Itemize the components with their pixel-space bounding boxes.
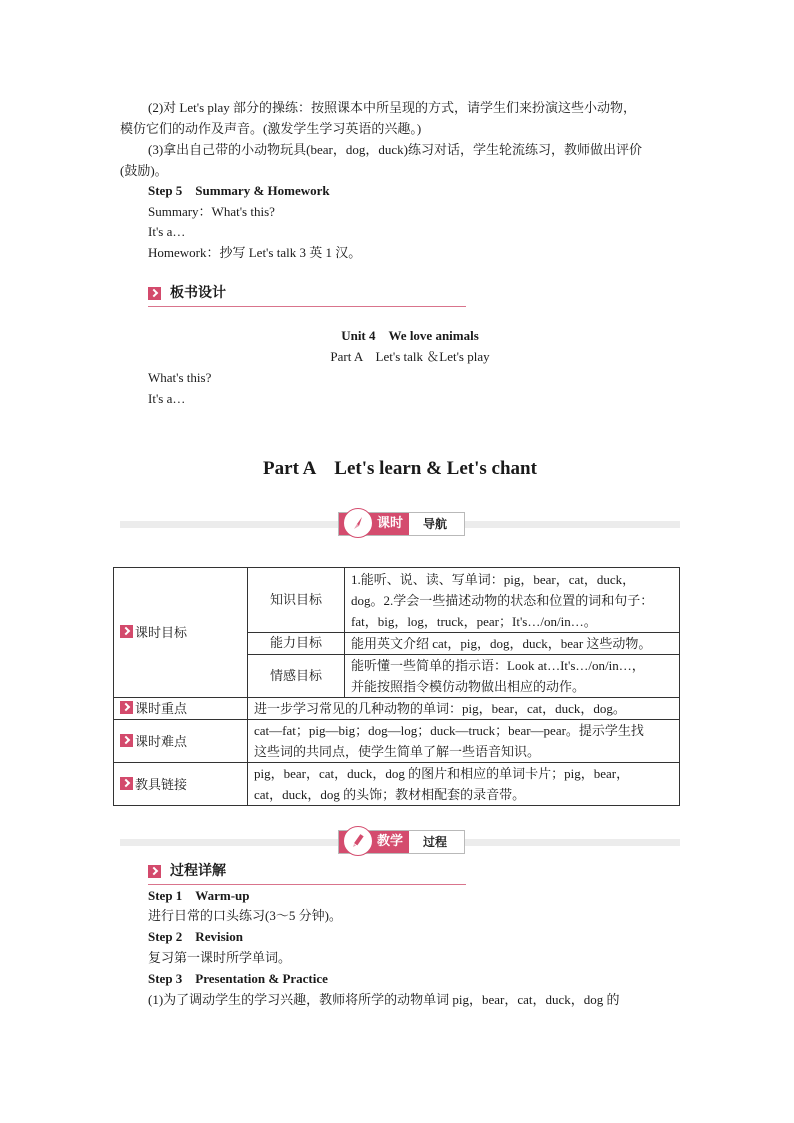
knowledge-label: 知识目标	[248, 568, 345, 633]
banner-rule-left	[120, 521, 338, 528]
chevron-right-icon	[120, 625, 133, 638]
chevron-right-icon	[148, 865, 161, 878]
board-unit-title: Unit 4 We love animals	[341, 328, 479, 343]
knowledge-line-1: 1.能听、说、读、写单词：pig，bear，cat，duck，	[351, 571, 636, 587]
tools-label: 教具链接	[135, 776, 188, 792]
step3-text: (1)为了调动学生的学习兴趣，教师将所学的动物单词 pig，bear，cat，duck，dog 的	[148, 992, 620, 1007]
banner-plain-text: 过程	[423, 835, 448, 849]
board-question: What's this?	[148, 370, 212, 385]
difficulty-line-1: cat—fat；pig—big；dog—log；duck—truck；bear—pear。提示学生找	[254, 723, 644, 738]
chevron-right-icon	[120, 734, 133, 747]
ability-label: 能力目标	[248, 633, 345, 655]
board-subtitle: Part A Let's talk ＆Let's play	[330, 349, 490, 364]
table-row	[114, 568, 680, 633]
pencil-icon	[343, 826, 373, 856]
banner-pink-text: 课时	[377, 516, 404, 531]
table-row	[114, 763, 680, 806]
paragraph-3-line-2: (鼓励)。	[120, 163, 168, 178]
key-label-cell	[114, 698, 248, 720]
key-text: 进一步学习常见的几种动物的单词：pig，bear，cat，duck，dog。	[248, 698, 680, 720]
step2-text: 复习第一课时所学单词。	[148, 950, 292, 965]
emotion-cell	[345, 655, 680, 698]
knowledge-line-2: dog。2.学会一些描述动物的状态和位置的词和句子：	[351, 592, 654, 608]
banner-box	[338, 830, 465, 854]
banner-pink-text: 教学	[377, 834, 404, 849]
paragraph-2-line-2: 模仿它们的动作及声音。(激发学生学习英语的兴趣。)	[120, 121, 422, 136]
summary-line: Summary：What's this?	[148, 204, 275, 219]
banner-rule-right	[465, 839, 680, 846]
paragraph-3-line-1: (3)拿出自己带的小动物玩具(bear，dog，duck)练习对话，学生轮流练习，教师做出评价	[148, 142, 642, 157]
summary-answer: It's a…	[148, 224, 186, 239]
table-row	[114, 698, 680, 720]
ability-text: 能用英文介绍 cat，pig，dog，duck，bear 这些动物。	[345, 633, 680, 655]
chevron-right-icon	[120, 701, 133, 714]
difficulty-label-cell	[114, 720, 248, 763]
emotion-label: 情感目标	[248, 655, 345, 698]
banner-rule-left	[120, 839, 338, 846]
chevron-right-icon	[120, 777, 133, 790]
paragraph-2-line-1: (2)对 Let's play 部分的操练：按照课本中所呈现的方式，请学生们来扮演这些小动物，	[148, 100, 637, 115]
compass-icon	[343, 508, 373, 538]
step1-heading: Step 1 Warm-up	[148, 888, 250, 903]
difficulty-label: 课时难点	[135, 733, 188, 749]
emotion-line-1: 能听懂一些简单的指示语：Look at…It's…/on/in…，	[351, 658, 645, 673]
step1-text: 进行日常的口头练习(3～5 分钟)。	[148, 908, 342, 923]
table-row	[114, 720, 680, 763]
emotion-line-2: 并能按照指令模仿动物做出相应的动作。	[351, 679, 586, 694]
knowledge-cell	[345, 568, 680, 633]
tools-line-2: cat，duck，dog 的头饰；教材相配套的录音带。	[254, 787, 526, 802]
step2-heading: Step 2 Revision	[148, 929, 243, 944]
chevron-right-icon	[148, 287, 161, 300]
homework-line: Homework：抄写 Let's talk 3 英 1 汉。	[148, 245, 362, 260]
tools-line-1: pig，bear，cat，duck，dog 的图片和相应的单词卡片；pig，bear，	[254, 766, 630, 781]
goals-label-cell	[114, 568, 248, 698]
teaching-process-banner	[120, 830, 680, 856]
knowledge-line-3: fat，big，log，truck，pear；It's…/on/in…。	[351, 613, 597, 629]
board-answer: It's a…	[148, 391, 186, 406]
banner-rule-right	[465, 521, 680, 528]
board-design-heading	[148, 284, 466, 307]
step5-heading: Step 5 Summary & Homework	[148, 183, 330, 198]
tools-cell	[248, 763, 680, 806]
process-detail-title: 过程详解	[170, 863, 226, 879]
lesson-objectives-table	[113, 567, 680, 806]
tools-label-cell	[114, 763, 248, 806]
process-detail-heading	[148, 862, 466, 885]
banner-plain-text: 导航	[423, 517, 448, 531]
key-label: 课时重点	[135, 701, 188, 716]
difficulty-cell	[248, 720, 680, 763]
part-title: Part A Let's learn & Let's chant	[263, 458, 537, 479]
difficulty-line-2: 这些词的共同点，使学生简单了解一些语音知识。	[254, 744, 541, 759]
lesson-guide-banner	[120, 512, 680, 538]
board-design-title: 板书设计	[170, 285, 226, 301]
step3-heading: Step 3 Presentation & Practice	[148, 971, 328, 986]
goals-label: 课时目标	[135, 625, 188, 640]
banner-box	[338, 512, 465, 536]
